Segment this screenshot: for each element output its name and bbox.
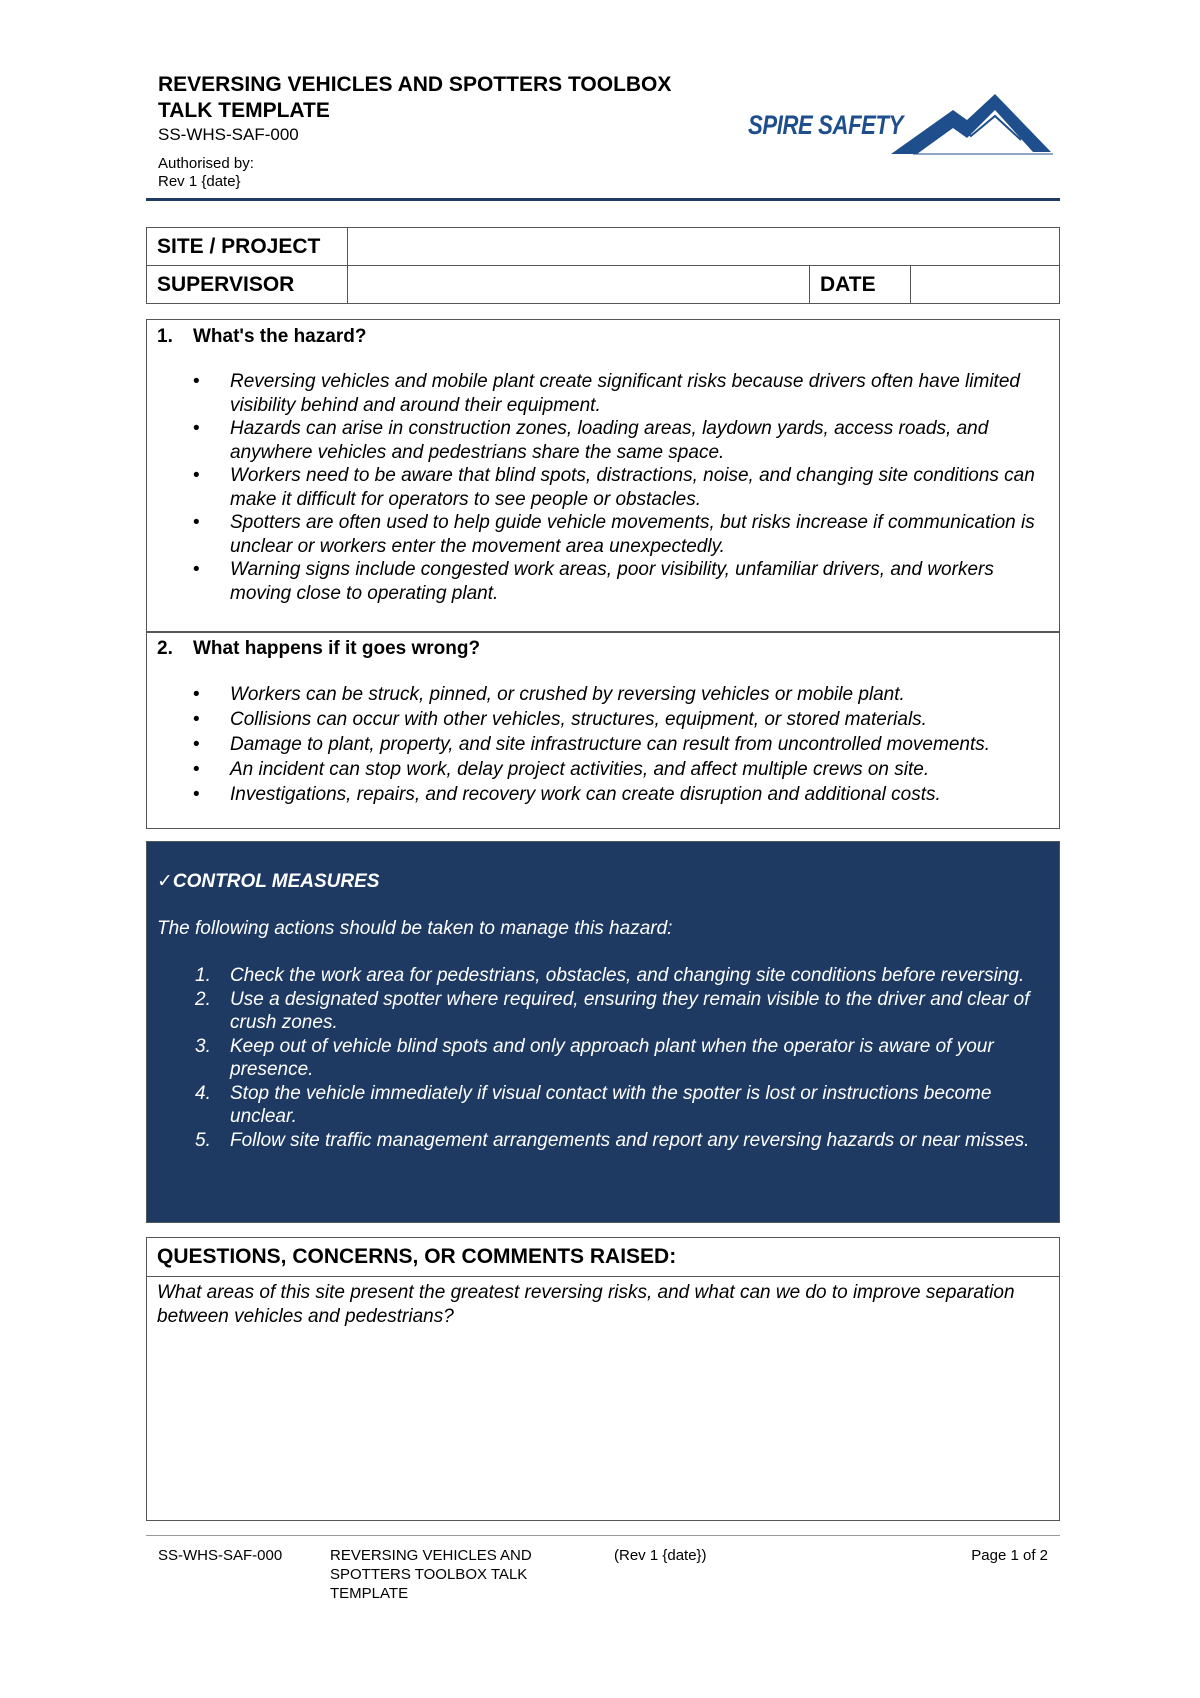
footer-code: SS-WHS-SAF-000 <box>158 1547 283 1564</box>
revision-label: Rev 1 {date} <box>158 173 241 190</box>
info-table <box>146 227 1060 304</box>
site-project-field[interactable] <box>348 228 1060 266</box>
list-item: • Reversing vehicles and mobile plant create significant risks because drivers often have limited visibility behind and around their equipment. <box>193 371 1020 416</box>
footer-divider <box>146 1535 1060 1536</box>
footer-title: REVERSING VEHICLES AND SPOTTERS TOOLBOX TALK TEMPLATE <box>330 1547 532 1602</box>
list-item: • Warning signs include congested work areas, poor visibility, unfamiliar drivers, and workers moving close to operating plant. <box>193 559 994 604</box>
list-item: • Collisions can occur with other vehicles, structures, equipment, or stored materials. <box>193 709 927 730</box>
site-project-label: SITE / PROJECT <box>147 228 348 266</box>
control-measures-title: ✓CONTROL MEASURES <box>157 871 380 892</box>
date-label: DATE <box>810 266 911 304</box>
list-item: • Hazards can arise in construction zones, loading areas, laydown yards, access roads, and anywhere vehicles and pedestrians share the same space. <box>193 418 989 463</box>
authorised-by-label: Authorised by: <box>158 155 254 172</box>
supervisor-label: SUPERVISOR <box>147 266 348 304</box>
list-item: 3. Keep out of vehicle blind spots and only approach plant when the operator is aware of your presence. <box>195 1035 994 1080</box>
list-item: • An incident can stop work, delay project activities, and affect multiple crews on site. <box>193 759 930 780</box>
list-item: • Investigations, repairs, and recovery work can create disruption and additional costs. <box>193 784 941 805</box>
hazard-section <box>146 319 1060 633</box>
control-measures-intro: The following actions should be taken to manage this hazard: <box>157 918 673 939</box>
document-title: REVERSING VEHICLES AND SPOTTERS TOOLBOX TALK TEMPLATE <box>158 73 672 122</box>
consequence-section <box>146 631 1060 829</box>
questions-heading: QUESTIONS, CONCERNS, OR COMMENTS RAISED: <box>147 1238 1059 1277</box>
list-item: • Workers need to be aware that blind spots, distractions, noise, and changing site conditions can make it difficult for operators to see people or obstacles. <box>193 465 1035 510</box>
header-divider <box>146 198 1060 201</box>
date-field[interactable] <box>911 266 1060 304</box>
logo-text: SPIRE SAFETY <box>748 110 904 140</box>
consequence-list <box>147 682 1047 807</box>
hazard-list <box>147 370 1047 605</box>
list-item: 4. Stop the vehicle immediately if visual contact with the spotter is lost or instructions become unclear. <box>195 1082 992 1127</box>
consequence-heading: 2. What happens if it goes wrong? <box>157 638 481 659</box>
spire-safety-logo <box>748 88 1058 162</box>
hazard-heading: 1. What's the hazard? <box>157 326 367 347</box>
document-code: SS-WHS-SAF-000 <box>158 125 299 144</box>
questions-prompt[interactable]: What areas of this site present the greatest reversing risks, and what can we do to improve separation between vehicles and pedestrians? <box>157 1282 1015 1327</box>
supervisor-field[interactable] <box>348 266 810 304</box>
list-item: 2. Use a designated spotter where required, ensuring they remain visible to the driver and clear of crush zones. <box>195 988 1030 1033</box>
control-measures-list <box>147 964 1047 1152</box>
list-item: • Workers can be struck, pinned, or crushed by reversing vehicles or mobile plant. <box>193 684 905 705</box>
questions-section <box>146 1237 1060 1521</box>
list-item: • Spotters are often used to help guide vehicle movements, but risks increase if communication is unclear or workers enter the movement area unexpectedly. <box>193 512 1035 557</box>
list-item: • Damage to plant, property, and site infrastructure can result from uncontrolled movements. <box>193 734 991 755</box>
list-item: 5. Follow site traffic management arrangements and report any reversing hazards or near misses. <box>195 1129 1030 1151</box>
page-number: Page 1 of 2 <box>971 1547 1048 1564</box>
footer-revision: (Rev 1 {date}) <box>614 1547 707 1564</box>
mountain-logo-icon <box>883 88 1058 158</box>
control-measures-panel <box>146 841 1060 1223</box>
list-item: 1. Check the work area for pedestrians, obstacles, and changing site conditions before reversing. <box>195 965 1025 986</box>
